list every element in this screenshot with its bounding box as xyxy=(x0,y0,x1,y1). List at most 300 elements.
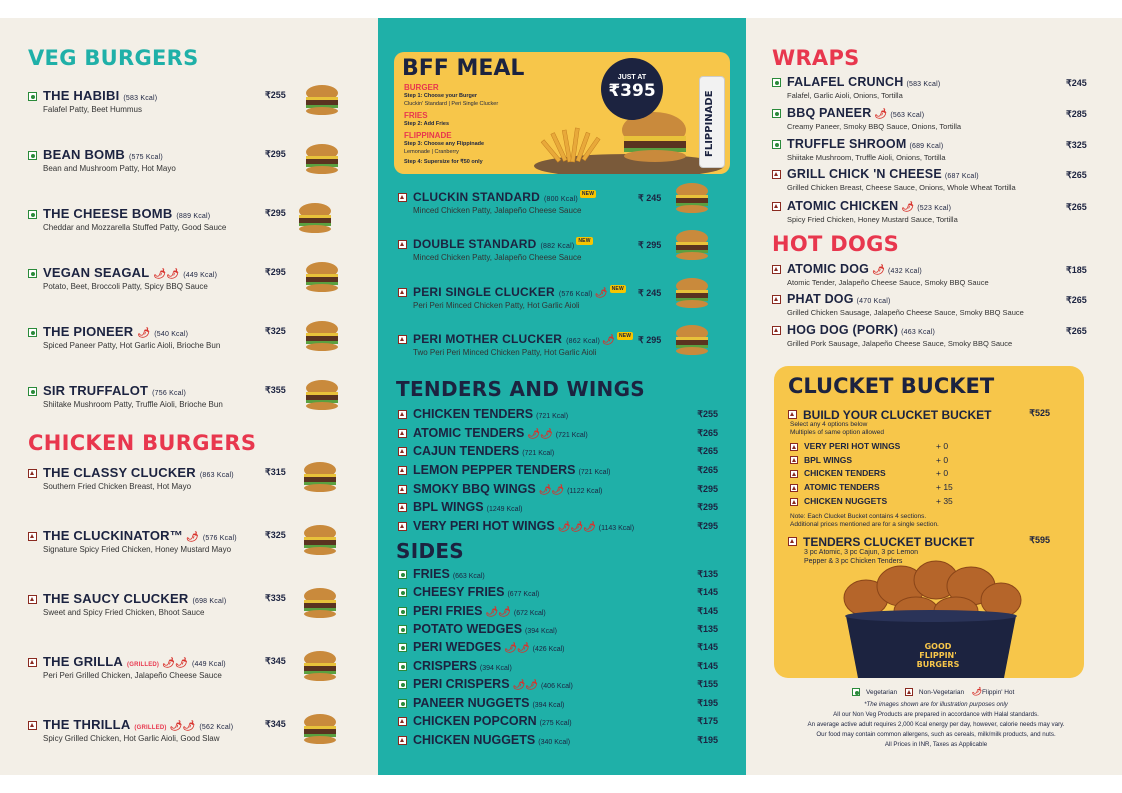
veg-burgers-title: VEG BURGERS xyxy=(28,46,199,70)
right-column xyxy=(746,18,1122,775)
wrap-item[interactable] xyxy=(772,106,1072,131)
item-kcal: (677 Kcal) xyxy=(507,591,540,598)
wrap-item[interactable] xyxy=(772,137,1072,162)
option-name: CHICKEN TENDERS xyxy=(804,468,886,479)
tenders-bucket-desc-1: 3 pc Atomic, 3 pc Cajun, 3 pc Lemon xyxy=(804,549,919,556)
item-name: THE PIONEER xyxy=(43,324,134,339)
option-add-price: + 35 xyxy=(936,495,953,506)
non-veg-icon xyxy=(398,466,407,475)
side-item[interactable] xyxy=(398,640,718,654)
item-kcal: (862 Kcal) xyxy=(566,338,601,345)
non-veg-icon xyxy=(28,532,37,541)
item-price: ₹315 xyxy=(265,467,286,477)
item-name: CAJUN TENDERS xyxy=(413,444,520,458)
chili-icon: 🌶 xyxy=(602,335,615,346)
item-desc: Sweet and Spicy Fried Chicken, Bhoot Sauce xyxy=(43,608,205,617)
item-desc: Two Peri Peri Minced Chicken Patty, Hot Garlic Aioli xyxy=(413,348,597,357)
non-veg-icon xyxy=(28,469,37,478)
item-price: ₹ 295 xyxy=(638,240,662,250)
item-price: ₹265 xyxy=(1066,202,1087,212)
item-name: VEGAN SEAGAL xyxy=(43,265,150,280)
non-veg-icon xyxy=(398,410,407,419)
new-badge: NEW xyxy=(581,191,595,197)
non-veg-icon xyxy=(772,265,781,274)
item-kcal: (449 Kcal) xyxy=(191,661,226,668)
tenders-item[interactable] xyxy=(398,519,718,533)
item-name: BEAN BOMB xyxy=(43,147,125,162)
item-name: SIR TRUFFALOT xyxy=(43,383,149,398)
item-price: ₹145 xyxy=(697,587,718,597)
veg-icon xyxy=(28,387,37,396)
chili-icon: 🌶 xyxy=(137,328,151,339)
veg-burger-item[interactable] xyxy=(28,324,288,350)
chili-icon: 🌶🌶 xyxy=(162,658,188,669)
burger-image xyxy=(300,650,340,682)
item-price: ₹285 xyxy=(1066,109,1087,119)
item-desc: Peri Peri Grilled Chicken, Jalapeño Cheese Sauce xyxy=(43,671,222,680)
bff-step3: Step 3: Choose any Flippinade xyxy=(404,141,485,147)
non-veg-icon xyxy=(790,498,798,506)
veg-burger-item[interactable] xyxy=(28,383,288,409)
item-price: ₹145 xyxy=(697,642,718,652)
burger-image xyxy=(302,261,342,293)
item-kcal: (721 Kcal) xyxy=(522,450,555,457)
item-desc: Spiced Paneer Patty, Hot Garlic Aioli, Brioche Bun xyxy=(43,341,221,350)
chili-icon: 🌶🌶 xyxy=(169,721,196,732)
burger-image xyxy=(300,524,340,556)
left-column xyxy=(0,18,378,775)
item-price: ₹325 xyxy=(1066,140,1087,150)
item-desc: Shiitake Mushroom, Truffle Aioli, Onions, Tortilla xyxy=(787,153,946,162)
mid-burger-item[interactable] xyxy=(398,332,668,357)
bff-step1-options: Cluckin' Standard | Peri Single Clucker xyxy=(404,101,499,107)
item-kcal: (698 Kcal) xyxy=(192,598,227,605)
item-price: ₹145 xyxy=(697,606,718,616)
tenders-wings-title: TENDERS AND WINGS xyxy=(396,377,646,401)
veg-icon xyxy=(772,109,781,118)
price-badge xyxy=(601,58,663,120)
item-kcal: (340 Kcal) xyxy=(538,739,571,746)
flippinade-can xyxy=(699,76,725,168)
item-name: PERI WEDGES xyxy=(413,640,502,654)
chicken-burger-item[interactable] xyxy=(28,465,288,491)
bucket-image xyxy=(826,556,1036,678)
tub-text-3: BURGERS xyxy=(916,660,960,669)
veg-burger-item[interactable] xyxy=(28,88,288,114)
option-name: VERY PERI HOT WINGS xyxy=(804,441,901,451)
non-veg-icon xyxy=(398,736,407,745)
bff-step4: Step 4: Supersize for ₹50 only xyxy=(404,159,483,165)
veg-burger-item[interactable] xyxy=(28,206,288,232)
veg-icon xyxy=(852,688,860,696)
burger-image xyxy=(672,182,712,214)
item-desc: Minced Chicken Patty, Jalapeño Cheese Sauce xyxy=(413,206,582,215)
item-price: ₹135 xyxy=(697,569,718,579)
option-add-price: + 0 xyxy=(936,441,949,451)
item-price: ₹185 xyxy=(1066,265,1087,275)
non-veg-icon xyxy=(772,170,781,179)
veg-icon xyxy=(28,269,37,278)
item-kcal: (563 Kcal) xyxy=(890,112,925,119)
price-badge-label: JUST AT xyxy=(617,74,647,81)
side-item[interactable] xyxy=(398,677,718,691)
tenders-item[interactable] xyxy=(398,500,718,514)
item-price: ₹295 xyxy=(265,149,286,159)
grilled-tag: (GRILLED) xyxy=(134,725,167,731)
non-veg-icon xyxy=(398,240,407,249)
hot-dog-item[interactable] xyxy=(772,292,1072,317)
item-kcal: (562 Kcal) xyxy=(199,724,234,731)
veg-icon xyxy=(398,680,407,689)
legend-hot: Flippin' Hot xyxy=(982,689,1015,696)
item-name: PERI MOTHER CLUCKER xyxy=(413,332,563,346)
tenders-item[interactable] xyxy=(398,407,718,421)
item-desc: Southern Fried Chicken Breast, Hot Mayo xyxy=(43,482,192,491)
item-price: ₹265 xyxy=(697,428,718,438)
chicken-burger-item[interactable] xyxy=(28,717,288,743)
option-name: CHICKEN NUGGETS xyxy=(804,495,888,506)
item-kcal: (449 Kcal) xyxy=(183,272,218,279)
item-name: FRIES xyxy=(413,567,450,581)
item-desc: Shiitake Mushroom Patty, Truffle Aioli, Brioche Bun xyxy=(43,400,223,409)
burger-image xyxy=(300,461,340,493)
item-name: SMOKY BBQ WINGS xyxy=(413,482,536,496)
item-price: ₹325 xyxy=(265,326,286,336)
veg-burger-item[interactable] xyxy=(28,147,288,173)
item-name: CHICKEN TENDERS xyxy=(413,407,534,421)
non-veg-icon xyxy=(28,595,37,604)
item-price: ₹175 xyxy=(697,716,718,726)
wrap-item[interactable] xyxy=(772,167,1072,192)
item-kcal: (721 Kcal) xyxy=(555,432,588,439)
item-name: CHEESY FRIES xyxy=(413,585,505,599)
non-veg-icon xyxy=(398,193,407,202)
item-name: THE GRILLA xyxy=(43,654,123,669)
bucket-option[interactable] xyxy=(790,441,990,451)
option-add-price: + 0 xyxy=(936,454,949,465)
footer-line: *The images shown are for illustration purposes only xyxy=(864,701,1008,708)
item-name: GRILL CHICK 'N CHEESE xyxy=(787,167,942,181)
can-label: FLIPPINADE xyxy=(704,90,715,157)
non-veg-icon xyxy=(398,288,407,297)
item-price: ₹295 xyxy=(697,521,718,531)
item-name: CRISPERS xyxy=(413,659,477,673)
chili-icon: 🌶🌶 xyxy=(504,643,530,654)
non-veg-icon xyxy=(398,429,407,438)
item-kcal: (663 Kcal) xyxy=(452,573,485,580)
clucket-bucket-title: CLUCKET BUCKET xyxy=(788,374,995,398)
wrap-item[interactable] xyxy=(772,75,1072,100)
item-name: DOUBLE STANDARD xyxy=(413,237,537,251)
bucket-option[interactable] xyxy=(790,468,990,478)
item-price: ₹135 xyxy=(697,624,718,634)
menu-page xyxy=(0,18,1122,775)
item-name: THE CLUCKINATOR™ xyxy=(43,528,183,543)
item-name: CHICKEN NUGGETS xyxy=(413,733,536,747)
veg-icon xyxy=(398,625,407,634)
chicken-burger-item[interactable] xyxy=(28,528,288,554)
build-bucket-price: ₹525 xyxy=(1029,408,1050,418)
chili-icon: 🌶 xyxy=(872,265,885,276)
item-kcal: (687 Kcal) xyxy=(944,173,979,180)
item-desc: Spicy Fried Chicken, Honey Mustard Sauce, Tortilla xyxy=(787,215,958,224)
item-name: PHAT DOG xyxy=(787,292,854,306)
tenders-item[interactable] xyxy=(398,426,718,440)
bff-step1: Step 1: Choose your Burger xyxy=(404,93,478,99)
non-veg-icon xyxy=(772,326,781,335)
chili-icon: 🌶🌶 xyxy=(527,429,553,440)
item-kcal: (432 Kcal) xyxy=(888,268,922,275)
item-kcal: (394 Kcal) xyxy=(525,628,557,635)
tub-text-1: GOOD xyxy=(924,642,952,651)
item-desc: Atomic Tender, Jalapeño Cheese Sauce, Smoky BBQ Sauce xyxy=(787,278,989,287)
item-desc: Peri Peri Minced Chicken Patty, Hot Garlic Aioli xyxy=(413,301,580,310)
item-kcal: (1122 Kcal) xyxy=(567,488,603,495)
item-kcal: (863 Kcal) xyxy=(199,472,234,479)
item-kcal: (576 Kcal) xyxy=(558,291,593,298)
bucket-note-1: Note: Each Clucket Bucket contains 4 sections. xyxy=(790,513,927,520)
item-price: ₹ 295 xyxy=(638,335,662,345)
veg-burger-item[interactable] xyxy=(28,265,288,291)
item-kcal: (1249 Kcal) xyxy=(486,506,523,513)
side-item[interactable] xyxy=(398,604,718,618)
option-name: ATOMIC TENDERS xyxy=(804,482,880,493)
non-veg-icon xyxy=(788,410,797,419)
item-price: ₹355 xyxy=(265,385,286,395)
item-kcal: (721 Kcal) xyxy=(578,469,611,476)
option-add-price: + 0 xyxy=(936,468,949,479)
item-desc: Bean and Mushroom Patty, Hot Mayo xyxy=(43,164,176,173)
item-price: ₹295 xyxy=(265,208,286,218)
side-item[interactable] xyxy=(398,696,718,710)
new-badge: NEW xyxy=(611,286,624,292)
bff-meal-card[interactable] xyxy=(394,52,730,174)
veg-icon xyxy=(772,78,781,87)
item-price: ₹325 xyxy=(265,530,286,540)
item-kcal: (426 Kcal) xyxy=(532,646,565,653)
item-name: ATOMIC TENDERS xyxy=(413,426,525,440)
sides-title: SIDES xyxy=(396,539,465,563)
item-kcal: (800 Kcal) xyxy=(543,196,578,203)
item-kcal: (672 Kcal) xyxy=(513,610,546,617)
item-kcal: (463 Kcal) xyxy=(901,329,936,336)
chili-icon: 🌶 xyxy=(185,532,199,543)
bff-step2: Step 2: Add Fries xyxy=(404,121,450,127)
item-name: FALAFEL CRUNCH xyxy=(787,75,904,89)
non-veg-icon xyxy=(28,721,37,730)
item-desc: Grilled Pork Sausage, Jalapeño Cheese Sauce, Smoky BBQ Sauce xyxy=(787,339,1013,348)
option-add-price: + 15 xyxy=(936,482,953,493)
tenders-item[interactable] xyxy=(398,463,718,477)
item-kcal: (470 Kcal) xyxy=(856,298,891,305)
item-name: LEMON PEPPER TENDERS xyxy=(413,463,576,477)
item-name: PERI FRIES xyxy=(413,604,483,618)
side-item[interactable] xyxy=(398,585,718,599)
non-veg-icon xyxy=(790,484,798,492)
legend xyxy=(852,687,1014,696)
chili-icon: 🌶 xyxy=(594,288,608,299)
item-price: ₹345 xyxy=(265,656,286,666)
item-name: TRUFFLE SHROOM xyxy=(787,137,907,151)
item-kcal: (583 Kcal) xyxy=(906,81,941,88)
chili-icon: 🌶🌶🌶 xyxy=(557,522,596,533)
item-price: ₹195 xyxy=(697,698,718,708)
item-price: ₹ 245 xyxy=(638,193,662,203)
item-name: VERY PERI HOT WINGS xyxy=(413,519,555,533)
middle-column xyxy=(378,18,746,775)
option-name: BPL WINGS xyxy=(804,454,853,465)
item-kcal: (540 Kcal) xyxy=(154,331,189,338)
side-item[interactable] xyxy=(398,659,718,673)
new-badge: NEW xyxy=(578,238,591,244)
veg-icon xyxy=(28,210,37,219)
item-kcal: (721 Kcal) xyxy=(536,413,569,420)
hot-dog-item[interactable] xyxy=(772,262,1072,287)
item-desc: Grilled Chicken Sausage, Jalapeño Cheese Sauce, Smoky BBQ Sauce xyxy=(787,308,1024,317)
item-desc: Creamy Paneer, Smoky BBQ Sauce, Onions, Tortilla xyxy=(787,122,962,131)
side-item[interactable] xyxy=(398,714,718,728)
legend-veg: Vegetarian xyxy=(866,689,898,696)
side-item[interactable] xyxy=(398,733,718,747)
burger-image xyxy=(295,202,349,234)
burger-image xyxy=(672,324,712,356)
mid-burger-item[interactable] xyxy=(398,237,668,262)
tenders-item[interactable] xyxy=(398,444,718,458)
item-name: ATOMIC CHICKEN xyxy=(787,199,899,213)
bff-step3-options: Lemonade | Cranberry xyxy=(404,149,459,155)
non-veg-icon xyxy=(398,503,407,512)
side-item[interactable] xyxy=(398,567,718,581)
footer-line: Our food may contain common allergens, such as cereals, milk/milk products, and nuts. xyxy=(816,731,1056,738)
item-kcal: (275 Kcal) xyxy=(539,720,572,727)
item-kcal: (583 Kcal) xyxy=(123,95,158,102)
item-price: ₹295 xyxy=(697,502,718,512)
chili-icon: 🌶 xyxy=(971,687,983,696)
item-name: PERI SINGLE CLUCKER xyxy=(413,285,555,299)
non-veg-icon xyxy=(790,456,798,464)
item-name: THE SAUCY CLUCKER xyxy=(43,591,189,606)
veg-icon xyxy=(398,662,407,671)
chili-icon: 🌶🌶 xyxy=(485,607,511,618)
bff-title: BFF MEAL xyxy=(402,56,525,81)
item-name: CLUCKIN STANDARD xyxy=(413,190,540,204)
non-veg-icon xyxy=(772,202,781,211)
item-name: ATOMIC DOG xyxy=(787,262,870,276)
bucket-option[interactable] xyxy=(790,496,990,506)
tenders-item[interactable] xyxy=(398,482,718,496)
item-price: ₹245 xyxy=(1066,78,1087,88)
non-veg-icon xyxy=(398,447,407,456)
item-kcal: (1143 Kcal) xyxy=(598,525,635,532)
item-name: THE HABIBI xyxy=(43,88,120,103)
non-veg-icon xyxy=(398,485,407,494)
chicken-burger-item[interactable] xyxy=(28,591,288,617)
non-veg-icon xyxy=(905,688,913,696)
item-price: ₹335 xyxy=(265,593,286,603)
item-desc: Minced Chicken Patty, Jalapeño Cheese Sauce xyxy=(413,253,582,262)
clucket-bucket-card[interactable] xyxy=(774,366,1084,678)
chili-icon: 🌶🌶 xyxy=(512,680,538,691)
mid-burger-item[interactable] xyxy=(398,190,668,215)
item-name: POTATO WEDGES xyxy=(413,622,523,636)
mid-burger-item[interactable] xyxy=(398,285,668,310)
chicken-burger-item[interactable] xyxy=(28,654,288,680)
chili-icon: 🌶🌶 xyxy=(153,269,180,280)
item-desc: Falafel Patty, Beet Hummus xyxy=(43,105,142,114)
item-price: ₹155 xyxy=(697,679,718,689)
burger-image xyxy=(672,229,712,261)
item-price: ₹265 xyxy=(697,446,718,456)
item-name: THE CLASSY CLUCKER xyxy=(43,465,196,480)
item-name: BBQ PANEER xyxy=(787,106,872,120)
item-price: ₹ 245 xyxy=(638,288,662,298)
veg-icon xyxy=(398,570,407,579)
bff-fries-heading: FRIES xyxy=(404,111,428,120)
multiples-note: Multiples of same option allowed xyxy=(790,429,884,436)
wrap-item[interactable] xyxy=(772,199,1072,224)
item-desc: Spicy Grilled Chicken, Hot Garlic Aioli, Good Slaw xyxy=(43,734,220,743)
veg-icon xyxy=(398,643,407,652)
chili-icon: 🌶 xyxy=(874,109,888,120)
item-kcal: (689 Kcal) xyxy=(909,143,944,150)
new-badge: NEW xyxy=(618,333,632,339)
veg-icon xyxy=(28,328,37,337)
item-price: ₹255 xyxy=(265,90,286,100)
item-kcal: (889 Kcal) xyxy=(176,213,211,220)
item-kcal: (576 Kcal) xyxy=(202,535,237,542)
item-price: ₹195 xyxy=(697,735,718,745)
tenders-bucket-label: TENDERS CLUCKET BUCKET xyxy=(803,535,975,549)
item-desc: Signature Spicy Fried Chicken, Honey Mustard Mayo xyxy=(43,545,232,554)
wraps-title: WRAPS xyxy=(772,46,860,70)
side-item[interactable] xyxy=(398,622,718,636)
item-price: ₹265 xyxy=(1066,170,1087,180)
tenders-bucket-desc-2: Pepper & 3 pc Chicken Tenders xyxy=(804,558,903,565)
legend-non-veg: Non-Vegetarian xyxy=(918,689,965,696)
burger-image xyxy=(302,143,342,175)
item-price: ₹345 xyxy=(265,719,286,729)
hot-dog-item[interactable] xyxy=(772,323,1072,348)
footer-line: All Prices in INR, Taxes as Applicable xyxy=(884,741,988,748)
chili-icon: 🌶🌶 xyxy=(538,485,565,496)
bucket-tub-logo xyxy=(908,642,968,669)
non-veg-icon xyxy=(398,522,407,531)
non-veg-icon xyxy=(788,537,797,546)
item-name: CHICKEN POPCORN xyxy=(413,714,537,728)
veg-icon xyxy=(28,92,37,101)
burger-image xyxy=(302,379,342,411)
non-veg-icon xyxy=(790,443,798,451)
bucket-note-2: Additional prices mentioned are for a single section. xyxy=(790,521,939,528)
item-name: BPL WINGS xyxy=(413,500,484,514)
non-veg-icon xyxy=(772,295,781,304)
burger-image xyxy=(302,84,342,116)
bucket-option[interactable] xyxy=(790,482,990,492)
footer-line: An average active adult requires 2,000 Kcal energy per day, however, calorie needs may vary. xyxy=(807,721,1065,728)
bucket-option[interactable] xyxy=(790,455,990,465)
select-note: Select any 4 options below xyxy=(790,421,868,428)
item-name: THE THRILLA xyxy=(43,717,131,732)
bff-flippinade-heading: FLIPPINADE xyxy=(404,131,452,140)
item-kcal: (882 Kcal) xyxy=(540,243,575,250)
veg-icon xyxy=(772,140,781,149)
item-kcal: (523 Kcal) xyxy=(917,205,952,212)
item-price: ₹255 xyxy=(697,409,718,419)
item-price: ₹295 xyxy=(697,484,718,494)
burger-image xyxy=(300,587,340,619)
veg-icon xyxy=(28,151,37,160)
grilled-tag: (GRILLED) xyxy=(127,662,160,668)
